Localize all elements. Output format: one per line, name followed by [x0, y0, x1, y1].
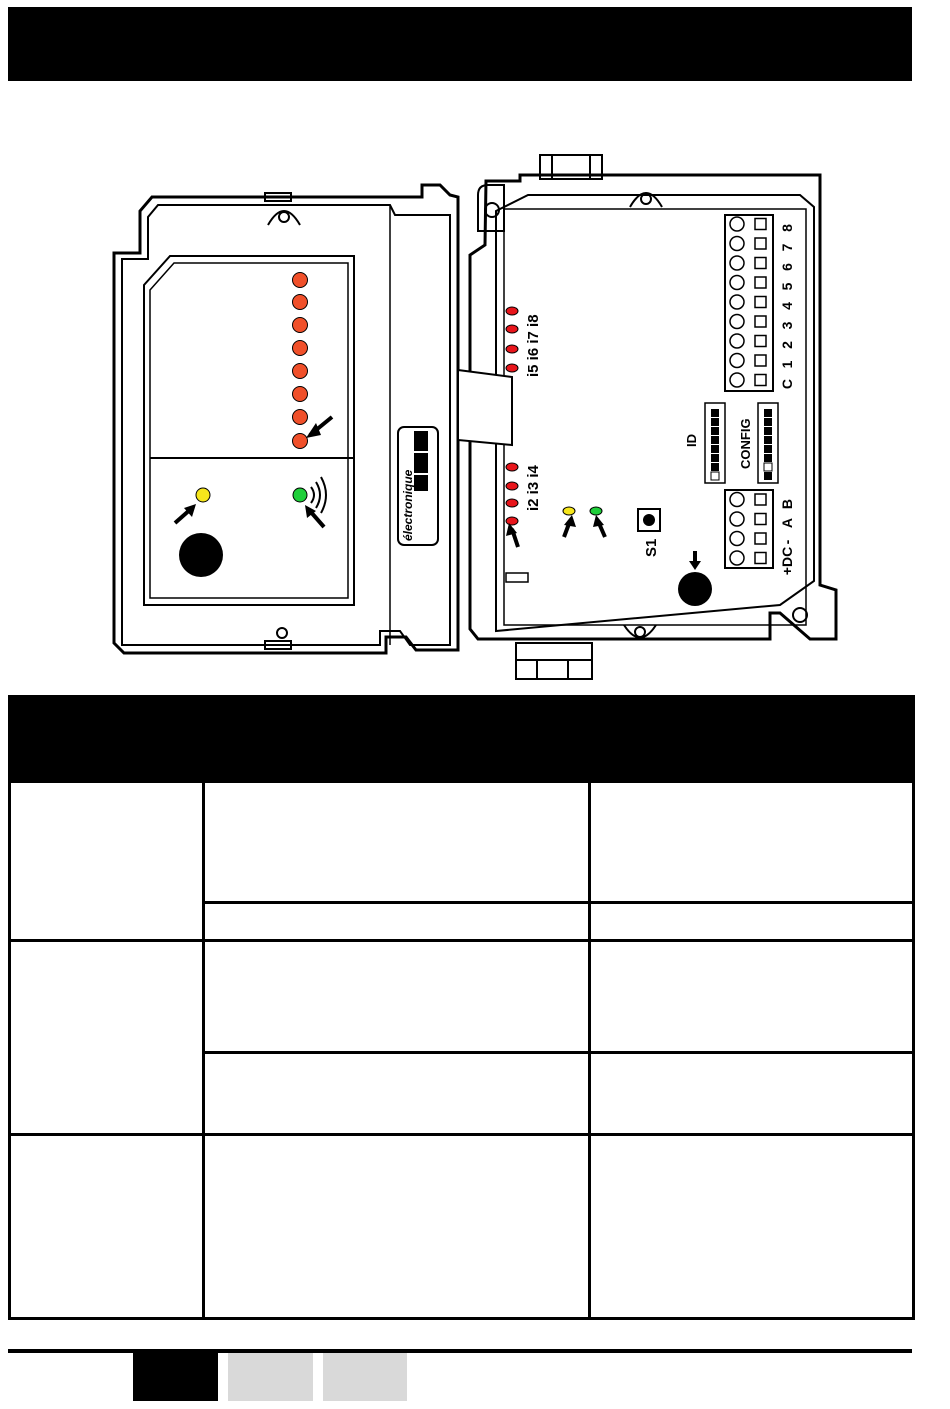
red-led: [293, 295, 308, 310]
right-red-led-group-bottom: [506, 463, 518, 525]
table-cell: [204, 941, 590, 1053]
red-led: [293, 341, 308, 356]
red-led: [293, 318, 308, 333]
red-led: [293, 434, 308, 449]
red-led: [506, 307, 518, 315]
table-cell: [204, 782, 590, 903]
brand-text: électronique: [401, 469, 415, 541]
header-bar: [8, 7, 912, 81]
table-header-cell: [10, 697, 204, 782]
config-dip-switch: [758, 403, 778, 483]
table-row: [10, 782, 914, 903]
table-group-cell: [10, 941, 204, 1135]
right-red-led-group-top: [506, 307, 518, 372]
terminal-label: 5: [779, 282, 795, 291]
table-group-cell: [10, 782, 204, 941]
terminal-label: 4: [779, 302, 795, 310]
red-led: [506, 463, 518, 471]
table-cell: [204, 1135, 590, 1319]
terminal-block-bottom: [725, 490, 773, 568]
red-led: [506, 364, 518, 372]
usb-port: [506, 573, 528, 582]
id-dip-switch: [705, 403, 725, 483]
red-led: [506, 325, 518, 333]
table-header-row: [10, 697, 914, 782]
info-table: [8, 695, 915, 1320]
table-cell: [590, 1053, 914, 1135]
red-led: [506, 345, 518, 353]
terminal-label: B: [779, 498, 795, 510]
table-row: [10, 941, 914, 1053]
red-led: [293, 387, 308, 402]
table-group-cell: [10, 1135, 204, 1319]
left-unit: [114, 185, 458, 653]
footer-tab: [323, 1353, 407, 1401]
terminal-label: 1: [779, 360, 795, 369]
red-led: [293, 273, 308, 288]
table-cell: [590, 1135, 914, 1319]
terminal-label: 7: [779, 243, 795, 252]
red-led: [506, 482, 518, 490]
green-led: [293, 488, 307, 502]
device-illustration: [100, 145, 840, 685]
footer-tab-active: [133, 1353, 218, 1401]
jay-logo: [398, 427, 438, 545]
yellow-led: [563, 507, 575, 515]
terminal-label: 6: [779, 263, 795, 271]
id-label: ID: [684, 434, 699, 447]
terminal-label: 2: [779, 341, 795, 349]
table-cell: [590, 782, 914, 903]
terminal-label: 8: [779, 224, 795, 232]
table-cell: [590, 941, 914, 1053]
terminal-label: 3: [779, 321, 795, 330]
red-led: [506, 517, 518, 525]
yellow-led: [196, 488, 210, 502]
input-labels-top: i5 i6 i7 i8: [525, 314, 542, 377]
table-row: [10, 1135, 914, 1319]
terminal-block-top: [725, 215, 773, 391]
red-led: [506, 499, 518, 507]
input-labels-bottom: i2 i3 i4: [525, 465, 542, 511]
table-header-cell: [590, 697, 914, 782]
config-label: CONFIG: [738, 418, 753, 469]
push-button: [179, 533, 223, 577]
terminal-label: -: [779, 539, 795, 545]
left-red-led-column: [293, 273, 308, 449]
footer-tab: [228, 1353, 313, 1401]
table-cell: [204, 903, 590, 941]
table-cell: [590, 903, 914, 941]
reset-button: [678, 572, 712, 606]
table-cell: [204, 1053, 590, 1135]
red-led: [293, 410, 308, 425]
terminal-label: A: [779, 517, 795, 529]
red-led: [293, 364, 308, 379]
right-unit: [458, 155, 836, 679]
green-led: [590, 507, 602, 515]
table-header-cell: [204, 697, 590, 782]
terminal-label: C: [779, 378, 795, 390]
switch-label: S1: [643, 538, 660, 557]
terminal-label: +DC: [779, 546, 795, 576]
